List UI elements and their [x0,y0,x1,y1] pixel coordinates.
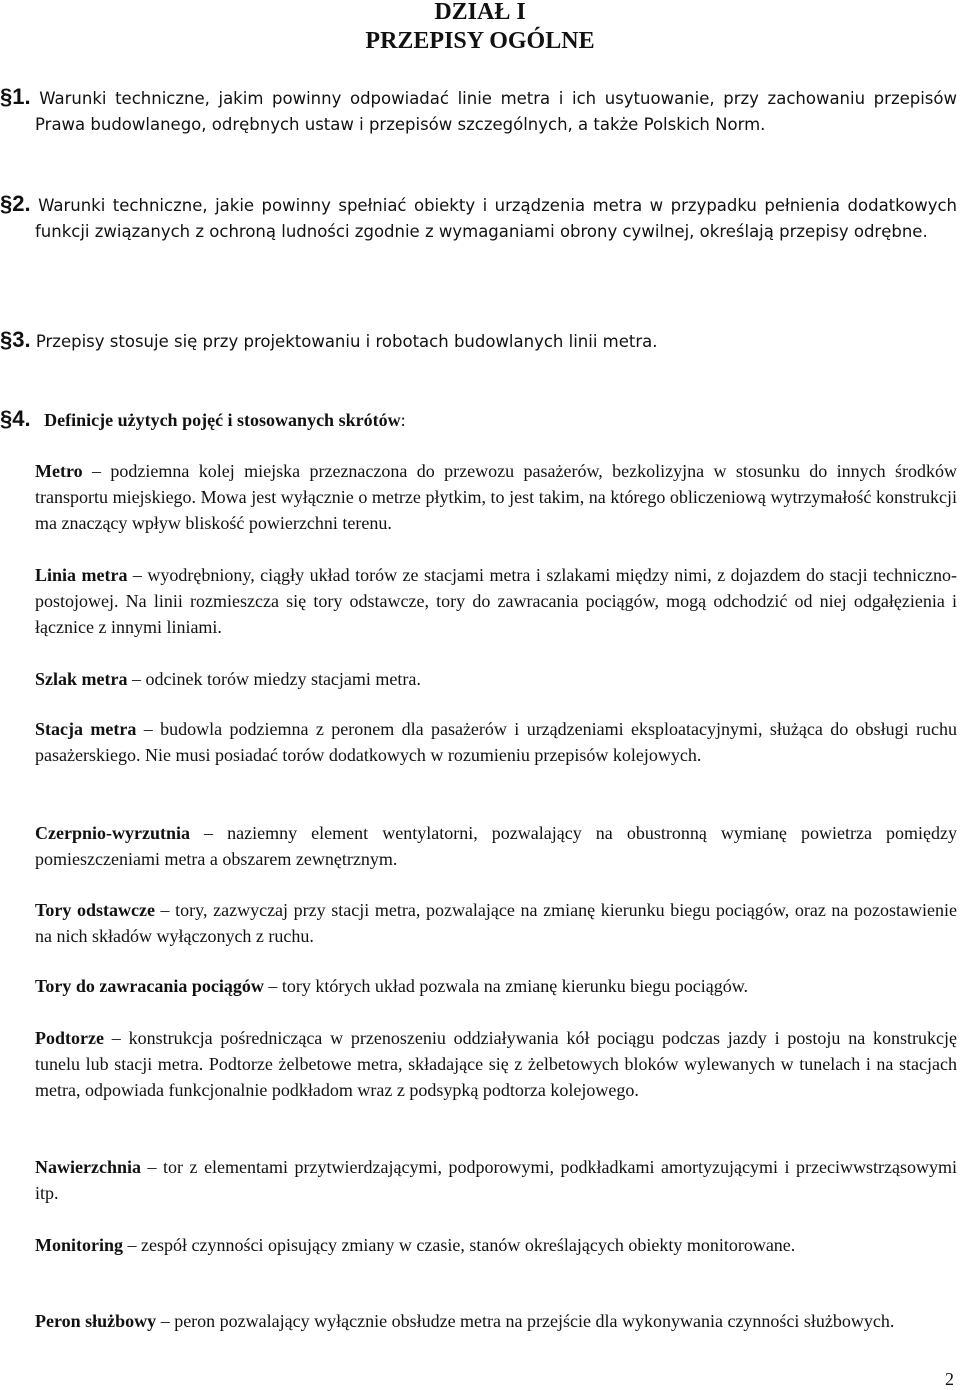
section-text: Warunki techniczne, jakie powinny spełniać obiekty i urządzenia metra w przypadku pełnienia dodatkowych funkcji związanych z ochroną ludności zgodnie z wymaganiami obrony cywilnej, określają przepisy odrębne. [35,196,958,241]
definition-item [35,458,957,536]
section-symbol: § [0,327,13,352]
section-title-suffix: : [400,410,406,430]
section-1 [0,84,957,138]
definition-text: – budowla podziemna z peronem dla pasażerów i urządzeniami eksploatacyjnymi, służąca do obsługi ruchu pasażerskiego. Nie musi posiadać torów dodatkowych w rozumieniu przepisów kolejowych. [35,719,957,765]
definition-item [35,820,957,872]
section-symbol: § [0,406,13,431]
section-symbol: § [0,191,13,216]
section-symbol: § [0,84,13,109]
definition-term: Linia metra [35,565,128,585]
chapter-heading: DZIAŁ I [434,0,526,25]
definition-item [35,1232,957,1258]
definition-term: Tory do zawracania pociągów [35,976,264,996]
chapter-title: PRZEPISY OGÓLNE [365,28,595,54]
definition-term: Monitoring [35,1235,123,1255]
section-text: Warunki techniczne, jakim powinny odpowiadać linie metra i ich usytuowanie, przy zachowaniu przepisów Prawa budowlanego, odrębnych ustaw i przepisów szczególnych, a także Polskich Norm. [35,89,957,134]
definition-text: – naziemny element wentylatorni, pozwalający na obustronną wymianę powietrza pomiędzy pomieszczeniami metra a obszarem zewnętrznym. [35,823,957,869]
definition-term: Peron służbowy [35,1311,157,1331]
definition-text: – tor z elementami przytwierdzającymi, podporowymi, podkładkami amortyzującymi i przeciwwstrząsowymi itp. [35,1157,957,1203]
section-title: Definicje użytych pojęć i stosowanych skrótów [44,410,401,430]
definition-item [35,897,957,949]
definition-text: – tory których układ pozwala na zmianę kierunku biegu pociągów. [263,976,749,996]
definition-text: – odcinek torów miedzy stacjami metra. [127,669,421,689]
definition-item [35,1308,957,1334]
definition-item [35,1025,957,1103]
definition-term: Stacja metra [35,719,137,739]
definition-item [35,562,957,640]
definition-item [35,716,957,768]
section-number: 2. [12,191,31,216]
definition-term: Tory odstawcze [35,900,155,920]
definition-term: Czerpnio-wyrzutnia [35,823,190,843]
definition-term: Podtorze [35,1028,104,1048]
section-number: 1. [12,84,31,109]
definition-term: Nawierzchnia [35,1157,141,1177]
definition-item [35,973,957,999]
definition-term: Metro [35,461,83,481]
definition-text: – konstrukcja pośrednicząca w przenoszeniu oddziaływania kół pociągu podczas jazdy i postoju na konstrukcję tunelu lub stacji metra. Podtorze żelbetowe metra, składające się z żelbetowych bloków wylewanych w tunelach i na stacjach metra, odpowiada funkcjonalnie podkładom wraz z podsypką podtorza kolejowego. [35,1028,957,1100]
definition-text: – zespół czynności opisujący zmiany w czasie, stanów określających obiekty monitorowane. [123,1235,796,1255]
section-number: 4. [12,406,31,431]
definition-text: – tory, zazwyczaj przy stacji metra, pozwalające na zmianę kierunku biegu pociągów, oraz na pozostawienie na nich składów wyłączonych z ruchu. [35,900,957,946]
page-number: 2 [945,1369,954,1389]
definition-term: Szlak metra [35,669,128,689]
definition-text: – wyodrębniony, ciągły układ torów ze stacjami metra i szlakami między nimi, z dojazdem do stacji techniczno-postojowej. Na linii rozmieszcza się tory odstawcze, tory do zawracania pociągów, mogą odchodzić od niej odgałęzienia i łącznice z innymi liniami. [35,565,957,637]
section-number: 3. [12,327,31,352]
section-3 [0,327,957,355]
section-2 [0,191,958,245]
section-text: Przepisy stosuje się przy projektowaniu i robotach budowlanych linii metra. [35,332,658,351]
section-4 [0,406,957,433]
definition-text: – podziemna kolej miejska przeznaczona do przewozu pasażerów, bezkolizyjna w stosunku do innych środków transportu miejskiego. Mowa jest wyłącznie o metrze płytkim, to jest takim, na którego obliczeniową wytrzymałość konstrukcji ma znaczący wpływ bliskość powierzchni terenu. [35,461,957,533]
definition-item [35,1154,957,1206]
definition-item [35,666,957,692]
definition-text: – peron pozwalający wyłącznie obsłudze metra na przejście dla wykonywania czynności służbowych. [156,1311,895,1331]
